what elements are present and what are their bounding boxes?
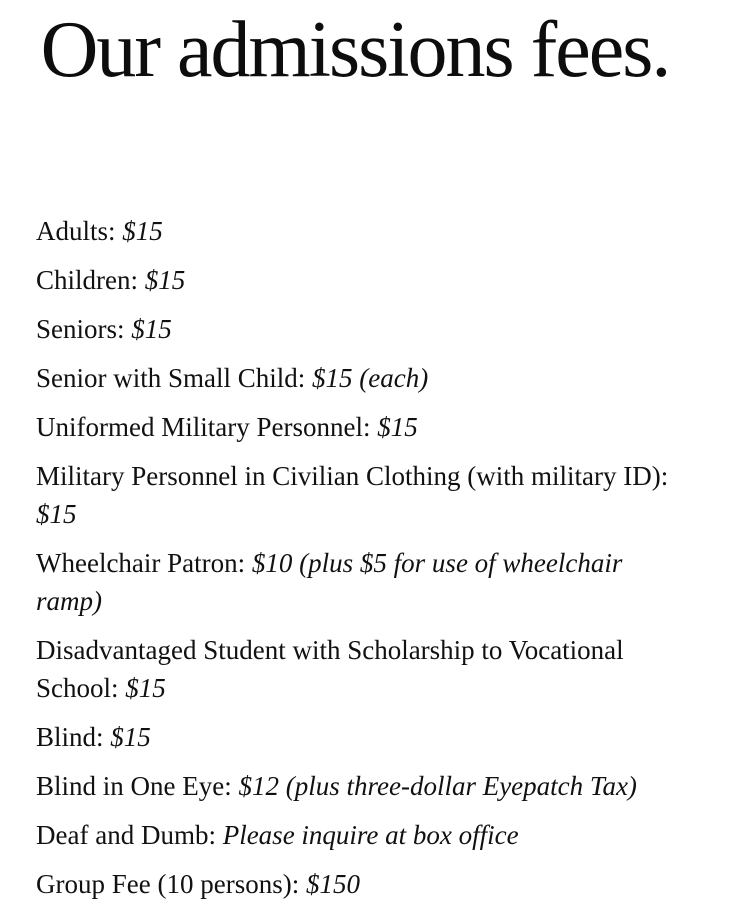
fee-price: $15 bbox=[122, 216, 163, 246]
fee-label: Blind: bbox=[36, 722, 104, 752]
fee-note: (each) bbox=[359, 363, 429, 393]
fee-price: $15 bbox=[36, 499, 77, 529]
fee-price: Please inquire at box office bbox=[222, 820, 519, 850]
fee-price: $15 bbox=[125, 673, 166, 703]
fee-item-blind bbox=[36, 718, 676, 756]
fee-label: Senior with Small Child: bbox=[36, 363, 306, 393]
fee-item-uniformed-military bbox=[36, 408, 676, 446]
fee-item-deaf-and-dumb bbox=[36, 816, 676, 854]
fee-note: (plus three-dollar Eyepatch Tax) bbox=[285, 771, 637, 801]
fee-note: (plus $5 for use of wheelchair ramp) bbox=[36, 548, 623, 616]
page-title: Our admissions fees. bbox=[40, 6, 670, 94]
fee-price: $15 bbox=[312, 363, 353, 393]
fee-label: Uniformed Military Personnel: bbox=[36, 412, 371, 442]
fee-item-children bbox=[36, 261, 676, 299]
fee-price: $10 bbox=[251, 548, 293, 578]
fee-price: $15 bbox=[110, 722, 151, 752]
fee-item-adults bbox=[36, 212, 676, 250]
fee-item-blind-in-one-eye bbox=[36, 767, 676, 805]
fee-list bbox=[36, 212, 676, 914]
fee-price: $15 bbox=[131, 314, 172, 344]
fee-label: Adults: bbox=[36, 216, 116, 246]
fee-label: Military Personnel in Civilian Clothing (with military ID): bbox=[36, 461, 669, 491]
fee-label: Seniors: bbox=[36, 314, 125, 344]
fee-price: $150 bbox=[305, 869, 360, 899]
fee-label: Wheelchair Patron: bbox=[36, 548, 246, 578]
fee-item-military-civilian-clothing bbox=[36, 457, 676, 533]
fee-label: Children: bbox=[36, 265, 138, 295]
fee-item-senior-with-small-child bbox=[36, 359, 676, 397]
fee-label: Blind in One Eye: bbox=[36, 771, 232, 801]
fee-price: $15 bbox=[377, 412, 418, 442]
fee-item-seniors bbox=[36, 310, 676, 348]
fee-label: Disadvantaged Student with Scholarship to Vocational School: bbox=[36, 635, 624, 703]
fee-item-group-fee bbox=[36, 865, 676, 903]
fee-label: Deaf and Dumb: bbox=[36, 820, 216, 850]
fee-price: $12 bbox=[238, 771, 279, 801]
fee-item-disadvantaged-student bbox=[36, 631, 676, 707]
fee-item-wheelchair-patron bbox=[36, 544, 676, 620]
fee-price: $15 bbox=[144, 265, 186, 295]
fee-label: Group Fee (10 persons): bbox=[36, 869, 300, 899]
